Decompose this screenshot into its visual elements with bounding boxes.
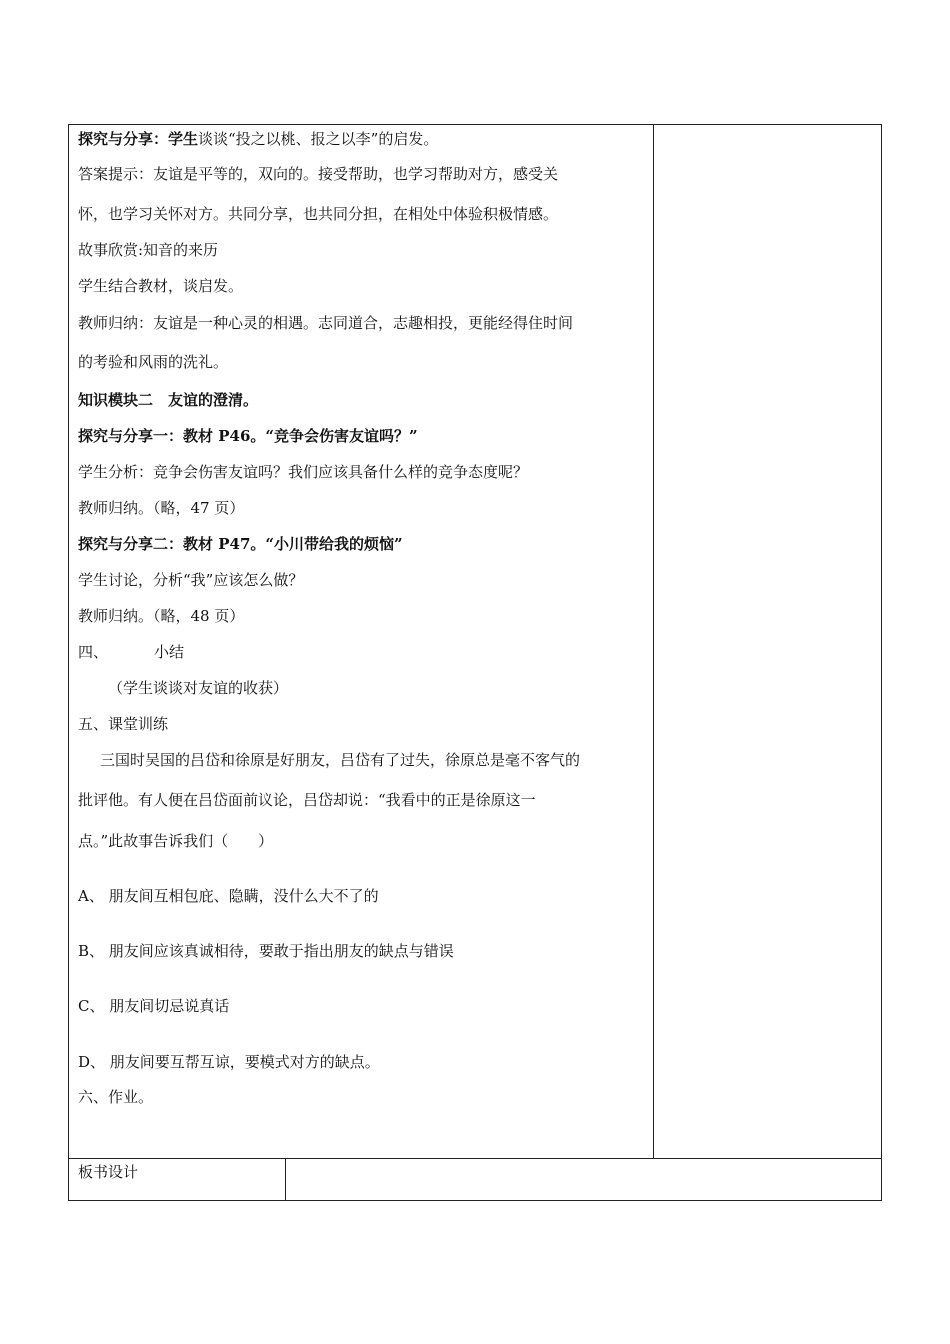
explore-share-one: 探究与分享一：教材 P46。“竞争会伤害友谊吗？”: [78, 427, 418, 445]
student-analysis: 学生分析：竞争会伤害友谊吗？我们应该具备什么样的竞争态度呢？: [78, 463, 529, 481]
explore-share-two: 探究与分享二：教材 P47。“小川带给我的烦恼”: [78, 535, 403, 553]
explore-share-text: 谈谈“投之以桃、报之以李”的启发。: [198, 130, 439, 148]
section-four: [78, 642, 184, 662]
section-five: 五、课堂训练: [78, 715, 169, 733]
teacher-summary-p48: 教师归纳。（略，48 页）: [78, 607, 245, 625]
explore-share-heading: 探究与分享：学生: [78, 130, 199, 148]
student-discussion-two: 学生讨论，分析“我”应该怎么做？: [78, 571, 304, 589]
question-line-1: 三国时吴国的吕岱和徐原是好朋友，吕岱有了过失，徐原总是毫不客气的: [100, 751, 581, 769]
section-four-title: 小结: [154, 643, 185, 661]
notes-column-divider: [653, 124, 654, 1159]
option-a: A、 朋友间互相包庇、隐瞒，没什么大不了的: [78, 887, 379, 905]
board-design-label: 板书设计: [78, 1163, 139, 1181]
teacher-summary-line-2: 的考验和风雨的洗礼。: [78, 353, 229, 371]
explore-share-line: [78, 129, 438, 149]
question-line-3: 点。”此故事告诉我们（ ）: [78, 832, 274, 850]
board-row-divider: [68, 1158, 882, 1159]
answer-hint-line-2: 怀，也学习关怀对方。共同分享，也共同分担，在相处中体验积极情感。: [78, 205, 559, 223]
module-two-heading: 知识模块二 友谊的澄清。: [78, 391, 259, 409]
option-b: B、 朋友间应该真诚相待，要敢于指出朋友的缺点与错误: [78, 942, 454, 960]
story-title: 故事欣赏:知音的来历: [78, 241, 219, 259]
section-four-note: （学生谈谈对友谊的收获）: [108, 679, 289, 697]
answer-hint-line-1: 答案提示：友谊是平等的，双向的。接受帮助，也学习帮助对方，感受关: [78, 165, 559, 183]
option-c: C、 朋友间切忌说真话: [78, 997, 230, 1015]
section-four-number: 四、: [78, 643, 109, 661]
board-label-divider: [285, 1158, 286, 1201]
section-six: 六、作业。: [78, 1088, 154, 1106]
student-discussion: 学生结合教材，谈启发。: [78, 277, 244, 295]
option-d: D、 朋友间要互帮互谅，要模式对方的缺点。: [78, 1053, 380, 1071]
teacher-summary-line-1: 教师归纳：友谊是一种心灵的相遇。志同道合，志趣相投，更能经得住时间: [78, 314, 574, 332]
question-line-2: 批评他。有人便在吕岱面前议论，吕岱却说：“我看中的正是徐原这一: [78, 791, 536, 809]
teacher-summary-p47: 教师归纳。（略，47 页）: [78, 499, 245, 517]
